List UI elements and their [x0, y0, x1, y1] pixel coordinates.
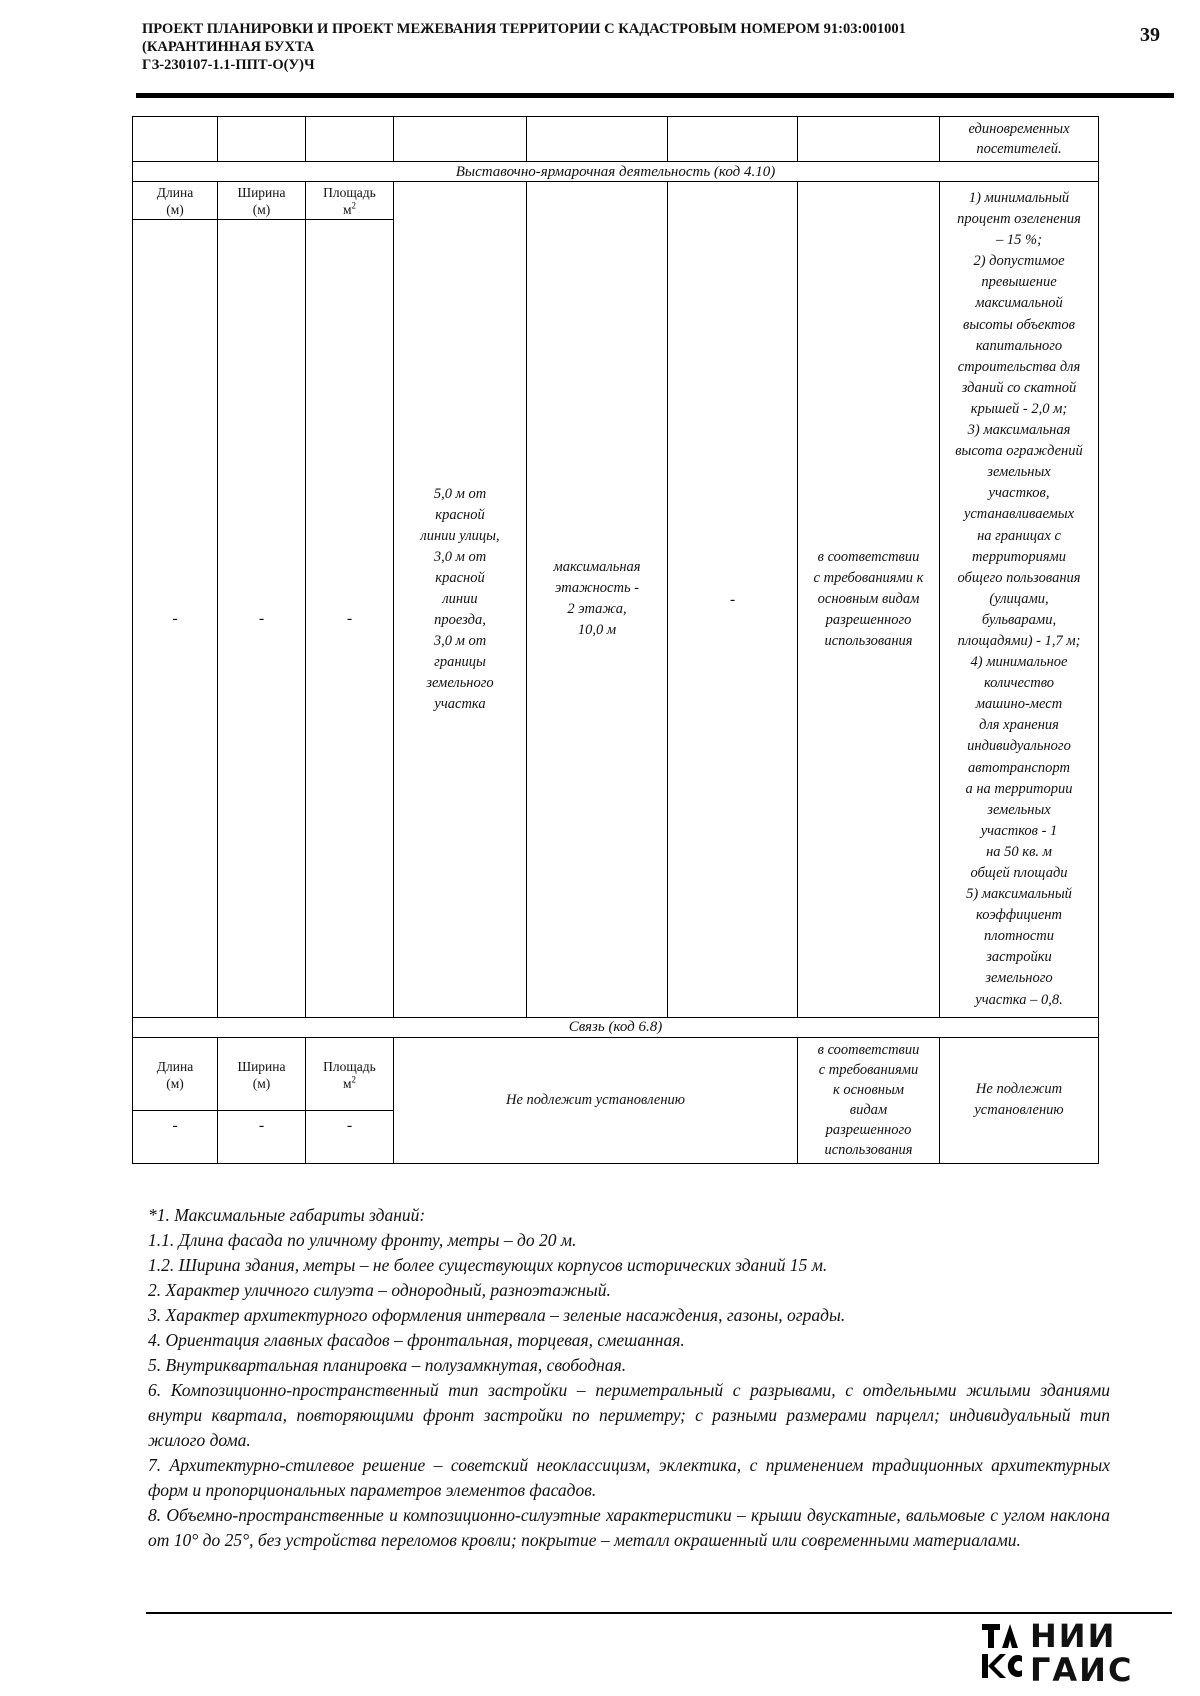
header-title-line2: (КАРАНТИННАЯ БУХТА	[142, 39, 315, 55]
note-line: 3. Характер архитектурного оформления интервала – зеленые насаждения, газоны, ограды.	[148, 1305, 846, 1325]
cell-line: в соответствии	[817, 548, 920, 565]
cell-line: использования	[824, 632, 913, 649]
cell-line: территориями	[971, 548, 1067, 565]
cell-line: бульварами,	[981, 611, 1057, 628]
note-line: *1. Максимальные габариты зданий:	[148, 1205, 426, 1225]
note-paragraph: 7. Архитектурно-стилевое решение – советский неоклассицизм, эклектика, с применением традиционных архитектурных форм и пропорциональных параметров элементов фасадов.	[148, 1455, 1110, 1500]
empty-cell	[527, 117, 668, 162]
section-title: Связь (код 6.8)	[133, 1017, 1099, 1037]
length-value: -	[133, 220, 218, 1018]
cell-line: общего пользования	[957, 569, 1081, 586]
column-header-length	[133, 182, 218, 220]
cell-line: капитального	[975, 337, 1063, 354]
document-header	[142, 20, 1122, 74]
setbacks-cell	[394, 182, 527, 1018]
cell-line: в соответствии	[817, 1042, 920, 1059]
length-value: -	[133, 1110, 218, 1163]
cell-line: процент озеленения	[957, 211, 1081, 228]
section-title-row	[133, 1017, 1099, 1037]
header-label: Ширина	[237, 1058, 286, 1074]
cell-line: земельного	[985, 970, 1053, 987]
footer-rule	[146, 1612, 1172, 1614]
logo-text-line2: ГАИС	[1030, 1651, 1134, 1689]
cell-line: земельных	[987, 801, 1051, 818]
section-title-row	[133, 162, 1099, 182]
header-doc-code: ГЗ-230107-1.1-ППТ-О(У)Ч	[142, 57, 315, 73]
regulations-table	[132, 116, 1099, 1164]
width-value: -	[218, 220, 306, 1018]
header-title-line1: ПРОЕКТ ПЛАНИРОВКИ И ПРОЕКТ МЕЖЕВАНИЯ ТЕРРИТОРИИ С КАДАСТРОВЫМ НОМЕРОМ 91:03:001001	[142, 21, 906, 37]
cell-line: (улицами,	[989, 590, 1049, 607]
empty-cell	[133, 117, 218, 162]
cell-line: автотранспорт	[968, 759, 1070, 776]
cell-line: 1) минимальный	[968, 190, 1070, 206]
header-label: Площадь	[323, 1058, 376, 1074]
cell-line: к основным	[832, 1082, 905, 1099]
header-unit: (м)	[166, 202, 184, 217]
cell-line: земельных	[987, 464, 1051, 481]
cell-line: 5) максимальный	[966, 886, 1072, 903]
header-unit-superscript: 2	[351, 1074, 357, 1085]
cell-line: с требованиями к	[813, 569, 924, 586]
cell-line: участка	[434, 695, 486, 712]
cell-line: земельного	[426, 674, 494, 691]
note-line: 1.2. Ширина здания, метры – не более существующих корпусов исторических зданий 15 м.	[148, 1255, 828, 1275]
empty-cell	[218, 117, 306, 162]
cell-line: разрешенного	[825, 1122, 912, 1139]
cell-line: максимальная	[553, 559, 641, 576]
column-header-length	[133, 1037, 218, 1110]
cell-line: устанавливаемых	[963, 506, 1075, 523]
cell-line: красной	[435, 569, 485, 586]
cell-line: единовременных	[968, 121, 1070, 137]
cell-line: превышение	[981, 274, 1057, 291]
area-value: -	[306, 220, 394, 1018]
height-text	[527, 557, 667, 641]
section-title: Выставочно-ярмарочная деятельность (код 4.10)	[133, 162, 1099, 182]
logo-mark-icon	[980, 1622, 1024, 1682]
cell-line: разрешенного	[825, 611, 912, 628]
height-cell	[527, 182, 668, 1018]
cell-line: общей площади	[970, 865, 1068, 881]
empty-cell	[306, 117, 394, 162]
table-row	[133, 182, 1099, 220]
cell-line: видам	[849, 1102, 888, 1119]
width-value: -	[218, 1110, 306, 1163]
header-label: Длина	[156, 1058, 194, 1074]
cell-line: 2 этажа,	[567, 601, 627, 618]
table-row	[133, 1037, 1099, 1110]
accordance-text	[798, 547, 939, 652]
cell-line: максимальной	[975, 295, 1063, 312]
cell-line: для хранения	[979, 717, 1059, 734]
cell-line: использования	[824, 1142, 913, 1159]
cell-line: высоты объектов	[963, 316, 1075, 333]
institute-logo	[980, 1618, 1160, 1688]
column-header-width	[218, 182, 306, 220]
header-label: Длина	[156, 185, 194, 200]
cell-line: количество	[983, 675, 1055, 692]
cell-line: – 15 %;	[996, 232, 1042, 249]
accordance-cell	[798, 182, 940, 1018]
cell-line: зданий со скатной	[961, 379, 1077, 396]
cell-line: 2) допустимое	[973, 253, 1065, 270]
cell-line: индивидуального	[967, 738, 1071, 755]
empty-cell	[394, 117, 527, 162]
cell-line: участков - 1	[980, 822, 1058, 839]
cell-line: 4) минимальное	[970, 654, 1068, 671]
page-number: 39	[1140, 24, 1160, 46]
cell-line: участка – 0,8.	[975, 991, 1063, 1008]
note-line: 2. Характер уличного силуэта – однородный, разноэтажный.	[148, 1280, 611, 1300]
note-line: 5. Внутриквартальная планировка – полузамкнутая, свободная.	[148, 1355, 627, 1375]
empty-cell	[668, 117, 798, 162]
cell-line: установлению	[974, 1102, 1064, 1119]
cell-line: 3,0 м от	[433, 548, 487, 565]
cell-line: плотности	[983, 928, 1055, 945]
setbacks-text	[394, 484, 526, 715]
cell-line: с требованиями	[818, 1062, 919, 1079]
header-unit: (м)	[252, 1075, 271, 1091]
cell-line: 5,0 м от	[433, 485, 487, 502]
cell-line: посетителей.	[976, 141, 1062, 157]
notes-block	[148, 1203, 1110, 1553]
header-unit: (м)	[166, 1075, 184, 1091]
note-line: 4. Ориентация главных фасадов – фронтальная, торцевая, смешанная.	[148, 1330, 685, 1350]
cell-line: 3,0 м от	[433, 632, 487, 649]
note-paragraph: 6. Композиционно-пространственный тип застройки – периметральный с разрывами, с отдельными жилыми зданиями внутри квартала, повторяющими фронт застройки по периметру; с разными размерами парцелл; индивидуальный тип жилого дома.	[148, 1380, 1110, 1450]
header-unit-superscript: 2	[351, 200, 357, 211]
cell-line: 10,0 м	[577, 622, 617, 639]
cell-line: на границах с	[977, 527, 1061, 544]
continuation-cell	[940, 117, 1099, 162]
header-label: Площадь	[323, 185, 376, 200]
cell-line: участков,	[988, 485, 1050, 502]
note-paragraph: 8. Объемно-пространственные и композиционно-силуэтные характеристики – крыши двускатные, вальмовые с углом наклона от 10° до 25°, без устройства переломов кровли; покрытие – металл окрашенный или современными материалами.	[148, 1505, 1110, 1550]
cell-line: проезда,	[434, 611, 486, 628]
cell-line: границы	[434, 653, 486, 670]
cell-line: крышей - 2,0 м;	[970, 400, 1068, 417]
cell-line: а на территории	[965, 780, 1073, 797]
header-rule	[136, 93, 1174, 98]
cell-line: площадями) - 1,7 м;	[957, 632, 1081, 649]
cell-line: коэффициент	[976, 907, 1062, 924]
cell-line: высота ограждений	[955, 443, 1083, 460]
cell-line: линии улицы,	[420, 527, 500, 544]
cell-line: основным видам	[817, 590, 920, 607]
column-header-area	[306, 182, 394, 220]
header-unit: м	[342, 202, 352, 217]
note-line: 1.1. Длина фасада по уличному фронту, метры – до 20 м.	[148, 1230, 577, 1250]
cell-line: застройки	[986, 949, 1052, 966]
other-parameters-text	[940, 1079, 1098, 1121]
area-value: -	[306, 1110, 394, 1163]
accordance-cell	[798, 1037, 940, 1163]
cell-line: на 50 кв. м	[986, 843, 1052, 860]
header-label: Ширина	[237, 185, 286, 200]
header-unit: м	[342, 1075, 352, 1091]
table-row-continuation	[133, 117, 1099, 162]
accordance-text	[798, 1040, 939, 1160]
cell-line: этажность -	[555, 580, 639, 597]
cell-line: машино-мест	[975, 696, 1063, 713]
header-unit: (м)	[252, 202, 271, 217]
other-parameters-cell	[940, 1037, 1099, 1163]
cell-line: 3) максимальная	[967, 422, 1071, 439]
logo-text-line1: НИИ	[1030, 1617, 1117, 1655]
cell-line: красной	[435, 506, 485, 523]
coverage-cell: -	[668, 182, 798, 1018]
cell-line: линии	[442, 590, 478, 607]
cell-line: Не подлежит	[975, 1081, 1063, 1098]
other-parameters-cell	[940, 182, 1099, 1018]
not-set-cell: Не подлежит установлению	[394, 1037, 798, 1163]
empty-cell	[798, 117, 940, 162]
other-parameters-text	[940, 188, 1098, 1011]
column-header-width	[218, 1037, 306, 1110]
column-header-area	[306, 1037, 394, 1110]
cell-line: строительства для	[957, 358, 1081, 375]
